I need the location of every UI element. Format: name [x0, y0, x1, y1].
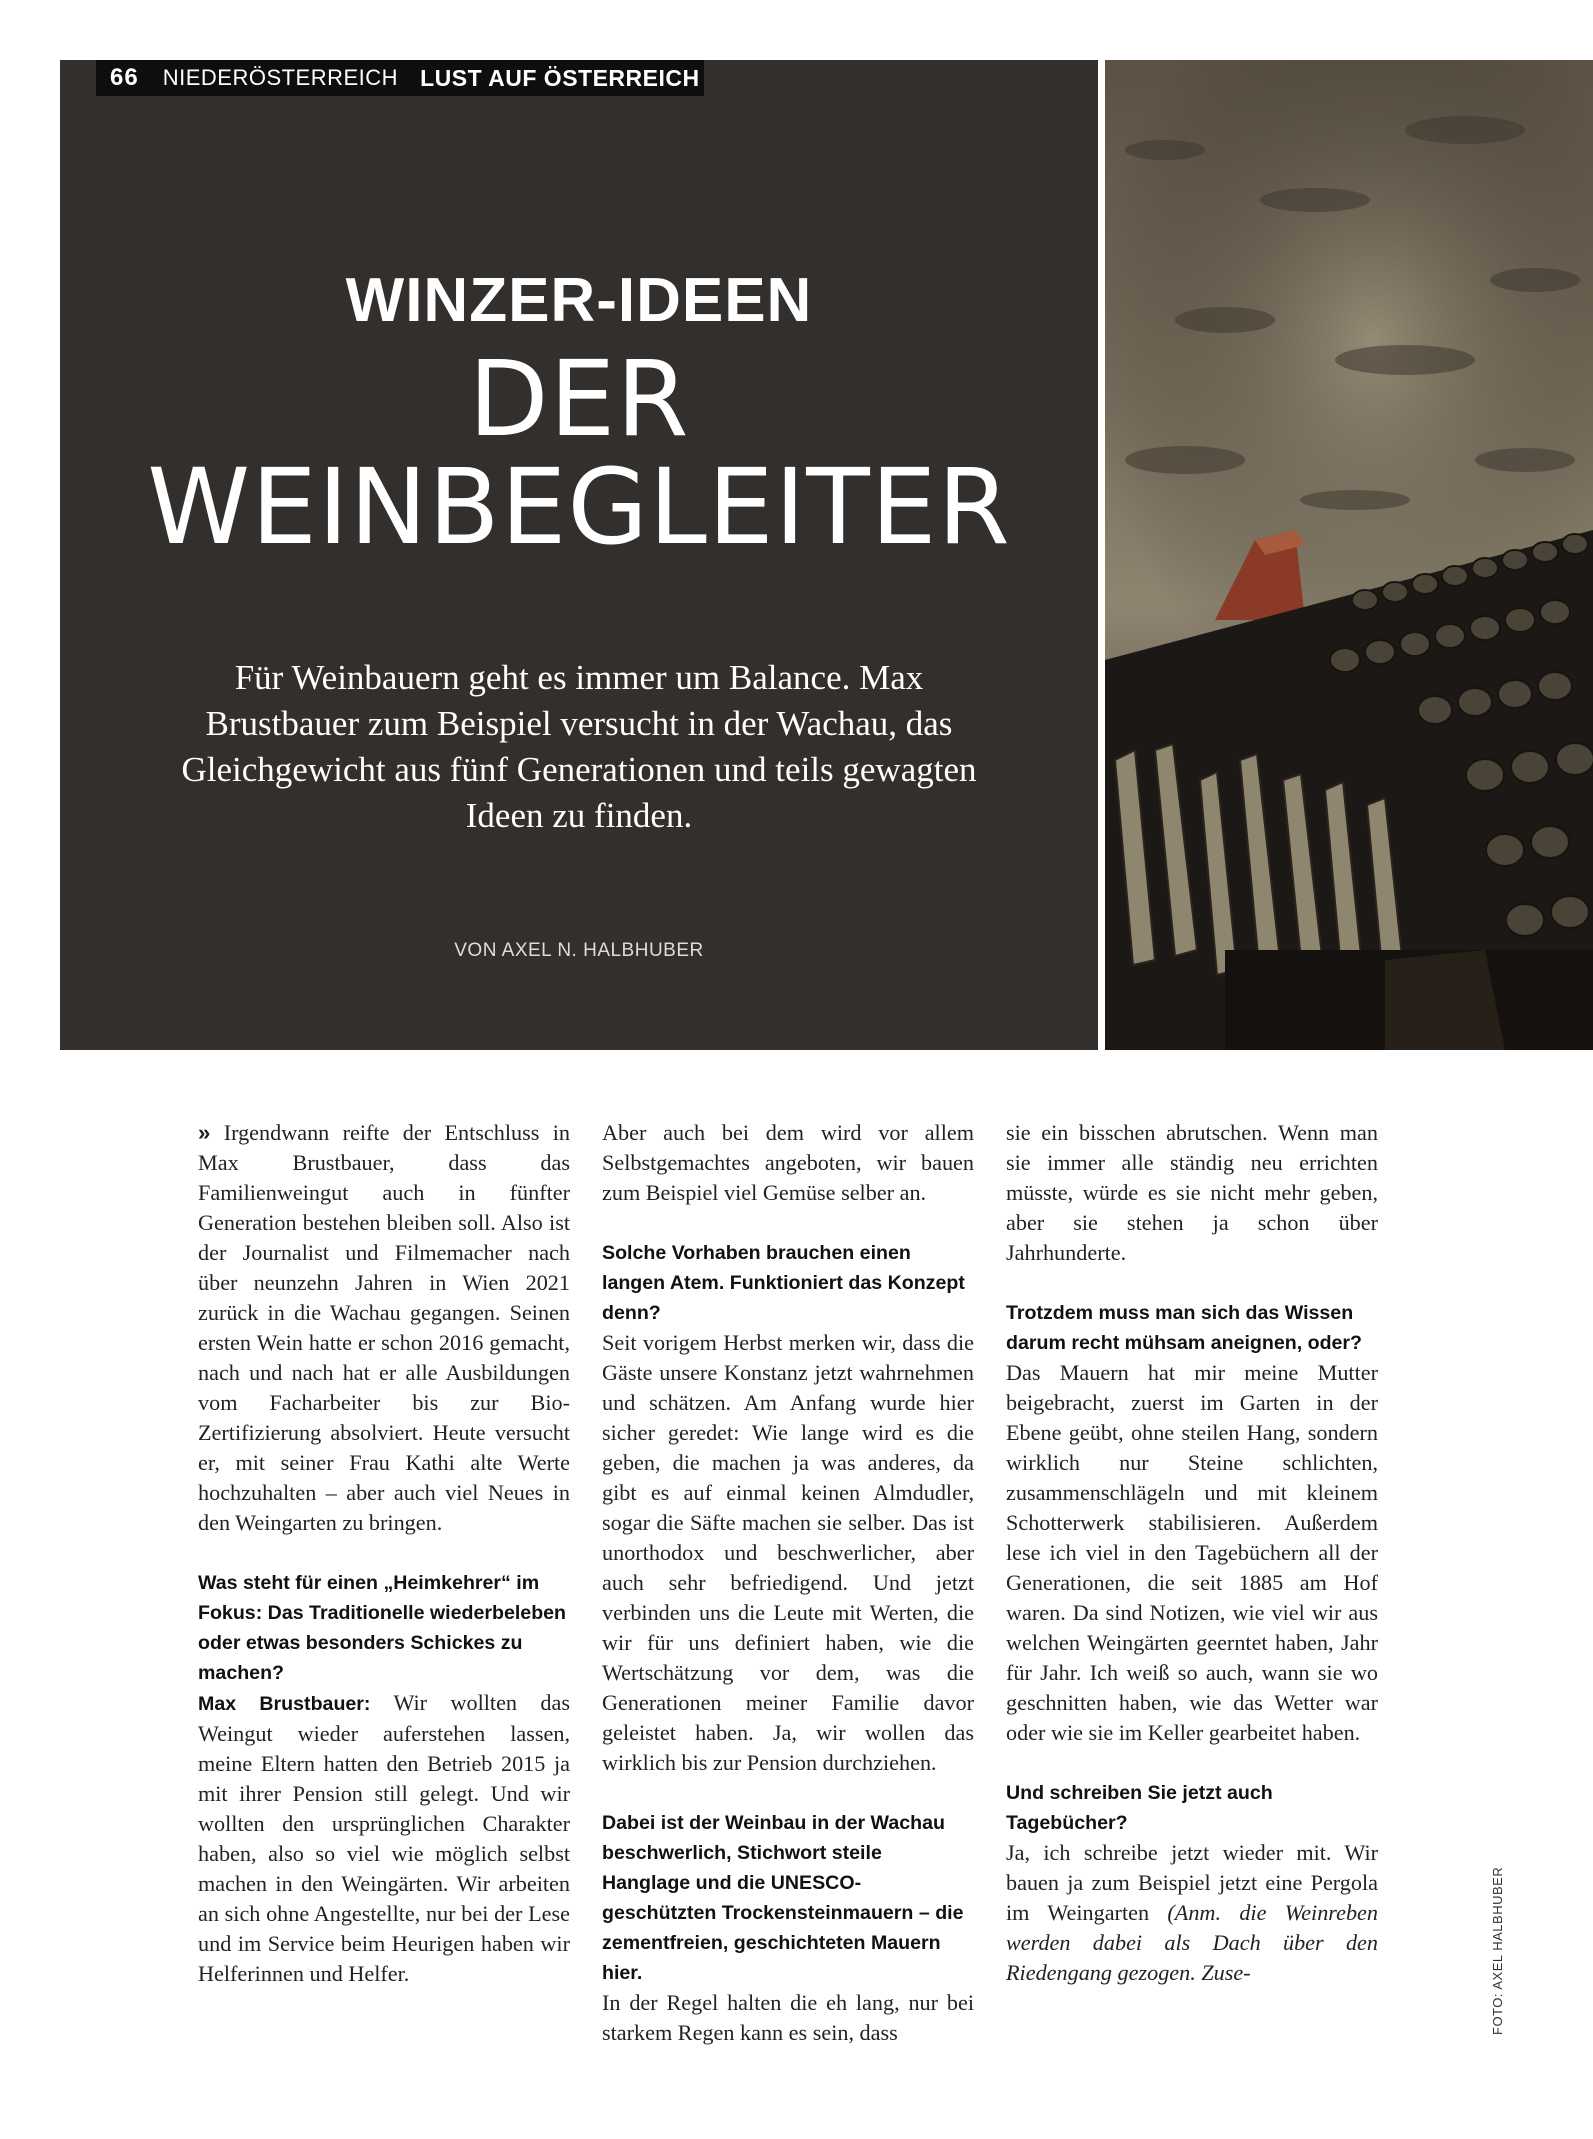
page-number: 66: [110, 64, 139, 91]
article-column-3: [1006, 1118, 1378, 1988]
photo-credit: FOTO: AXEL HALBHUBER: [1490, 1866, 1505, 2035]
title-kicker: WINZER-IDEEN: [345, 266, 813, 335]
section-name: NIEDERÖSTERREICH: [162, 65, 399, 90]
interview-question: Was steht für einen „Heimkehrer“ im Fokus: Das Traditionelle wiederbeleben oder etwas besonders Schickes zu machen?: [198, 1572, 567, 1684]
title-line-1: DER: [468, 338, 690, 460]
interview-question: Trotzdem muss man sich das Wissen darum recht mühsam aneignen, oder?: [1006, 1302, 1363, 1354]
byline: VON AXEL N. HALBHUBER: [454, 940, 704, 961]
interview-question: Dabei ist der Weinbau in der Wachau beschwerlich, Stichwort steile Hanglage und die UNESCO-geschützten Trockensteinmauern – die zementfreien, geschichteten Mauern hier.: [602, 1812, 964, 1984]
wine-cellar-photo: [1105, 60, 1593, 1050]
interview-answer: In der Regel halten die eh lang, nur bei starkem Regen kann es sein, dass: [602, 1990, 974, 2045]
intro-text: Für Weinbauern geht es immer um Balance. Max Brustbauer zum Beispiel versucht in der Wachau, das Gleichgewicht aus fünf Generationen und teils gewagten Ideen zu finden.: [181, 658, 977, 835]
page-title: [60, 338, 1098, 568]
article-column-2: [602, 1118, 974, 2048]
interview-question: Solche Vorhaben brauchen einen langen Atem. Funktioniert das Konzept denn?: [602, 1242, 965, 1324]
title-line-2: WEINBEGLEITER: [147, 446, 1011, 568]
interview-answer: Max Brustbauer: Wir wollten das Weingut wieder auferstehen lassen, meine Eltern hatten den Betrieb 2015 ja mit ihrer Pension still gelegt. Und wir wollten den ursprünglichen Charakter haben, also so viel wie möglich selbst machen in den Weingärten. Wir arbeiten an sich ohne Angestellte, nur bei der Lese und im Service beim Heurigen haben wir Helferinnen und Helfer.: [198, 1690, 570, 1986]
interview-answer: Das Mauern hat mir meine Mutter beigebracht, zuerst im Garten in der Ebene geübt, ohne steilen Hang, sondern wirklich nur Steine schlichten, zusammenschlägeln und mit kleinem Schotterwerk stabilisieren. Außerdem lese ich viel in den Tagebüchern all der Generationen, die seit 1885 am Hof waren. Da sind Notizen, wie viel wir aus welchen Weingärten geerntet haben, Jahr für Jahr. Ich weiß so auch, wann sie wo geschnitten haben, wie das Wetter war oder wie sie im Keller gearbeitet haben.: [1006, 1360, 1378, 1745]
article-column-1: [198, 1118, 570, 1989]
interview-answer: Ja, ich schreibe jetzt wieder mit. Wir bauen ja zum Beispiel jetzt eine Pergola im Weingarten (Anm. die Weinreben werden dabei als Dach über den Riedengang gezogen. Zuse-: [1006, 1840, 1378, 1985]
interview-answer: Seit vorigem Herbst merken wir, dass die Gäste unsere Konstanz jetzt wahrnehmen und schätzen. Am Anfang wurde hier sicher geredet: Wie lange wird es die geben, die machen ja was anderes, da gibt es auf einmal keinen Almdudler, sogar die Säfte machen sie selber. Das ist unorthodox und beschwerlicher, aber auch sehr befriedigend. Und jetzt verbinden uns die Leute mit Werten, die wir für uns definiert haben, wie die Wertschätzung vor dem, was die Generationen meiner Familie davor geleistet haben. Ja, wir wollen das wirklich bis zur Pension durchziehen.: [602, 1330, 974, 1775]
article-paragraph: Aber auch bei dem wird vor allem Selbstgemachtes angeboten, wir bauen zum Beispiel viel Gemüse selber an.: [602, 1120, 974, 1205]
interview-question: Und schreiben Sie jetzt auch Tagebücher?: [1006, 1782, 1273, 1834]
quote-mark-icon: »: [198, 1120, 211, 1145]
section-header: [96, 60, 704, 96]
article-paragraph: » Irgendwann reifte der Entschluss in Max Brustbauer, dass das Familienweingut auch in fünfter Generation bestehen bleiben soll. Also ist der Journalist und Filmemacher nach über neunzehn Jahren in Wien 2021 zurück in die Wachau gegangen. Seinen ersten Wein hatte er schon 2016 gemacht, nach und nach hat er alle Ausbildungen vom Facharbeiter bis zur Bio-Zertifizierung absolviert. Heute versucht er, mit seiner Frau Kathi alte Werte hochzuhalten – aber auch viel Neues in den Weingarten zu bringen.: [198, 1120, 570, 1535]
article-paragraph: sie ein bisschen abrutschen. Wenn man sie immer alle ständig neu errichten müsste, würde es sie nicht mehr geben, aber sie stehen ja schon über Jahrhunderte.: [1006, 1120, 1378, 1265]
speaker-name: Max Brustbauer:: [198, 1693, 371, 1715]
magazine-name: LUST AUF ÖSTERREICH: [420, 64, 700, 91]
